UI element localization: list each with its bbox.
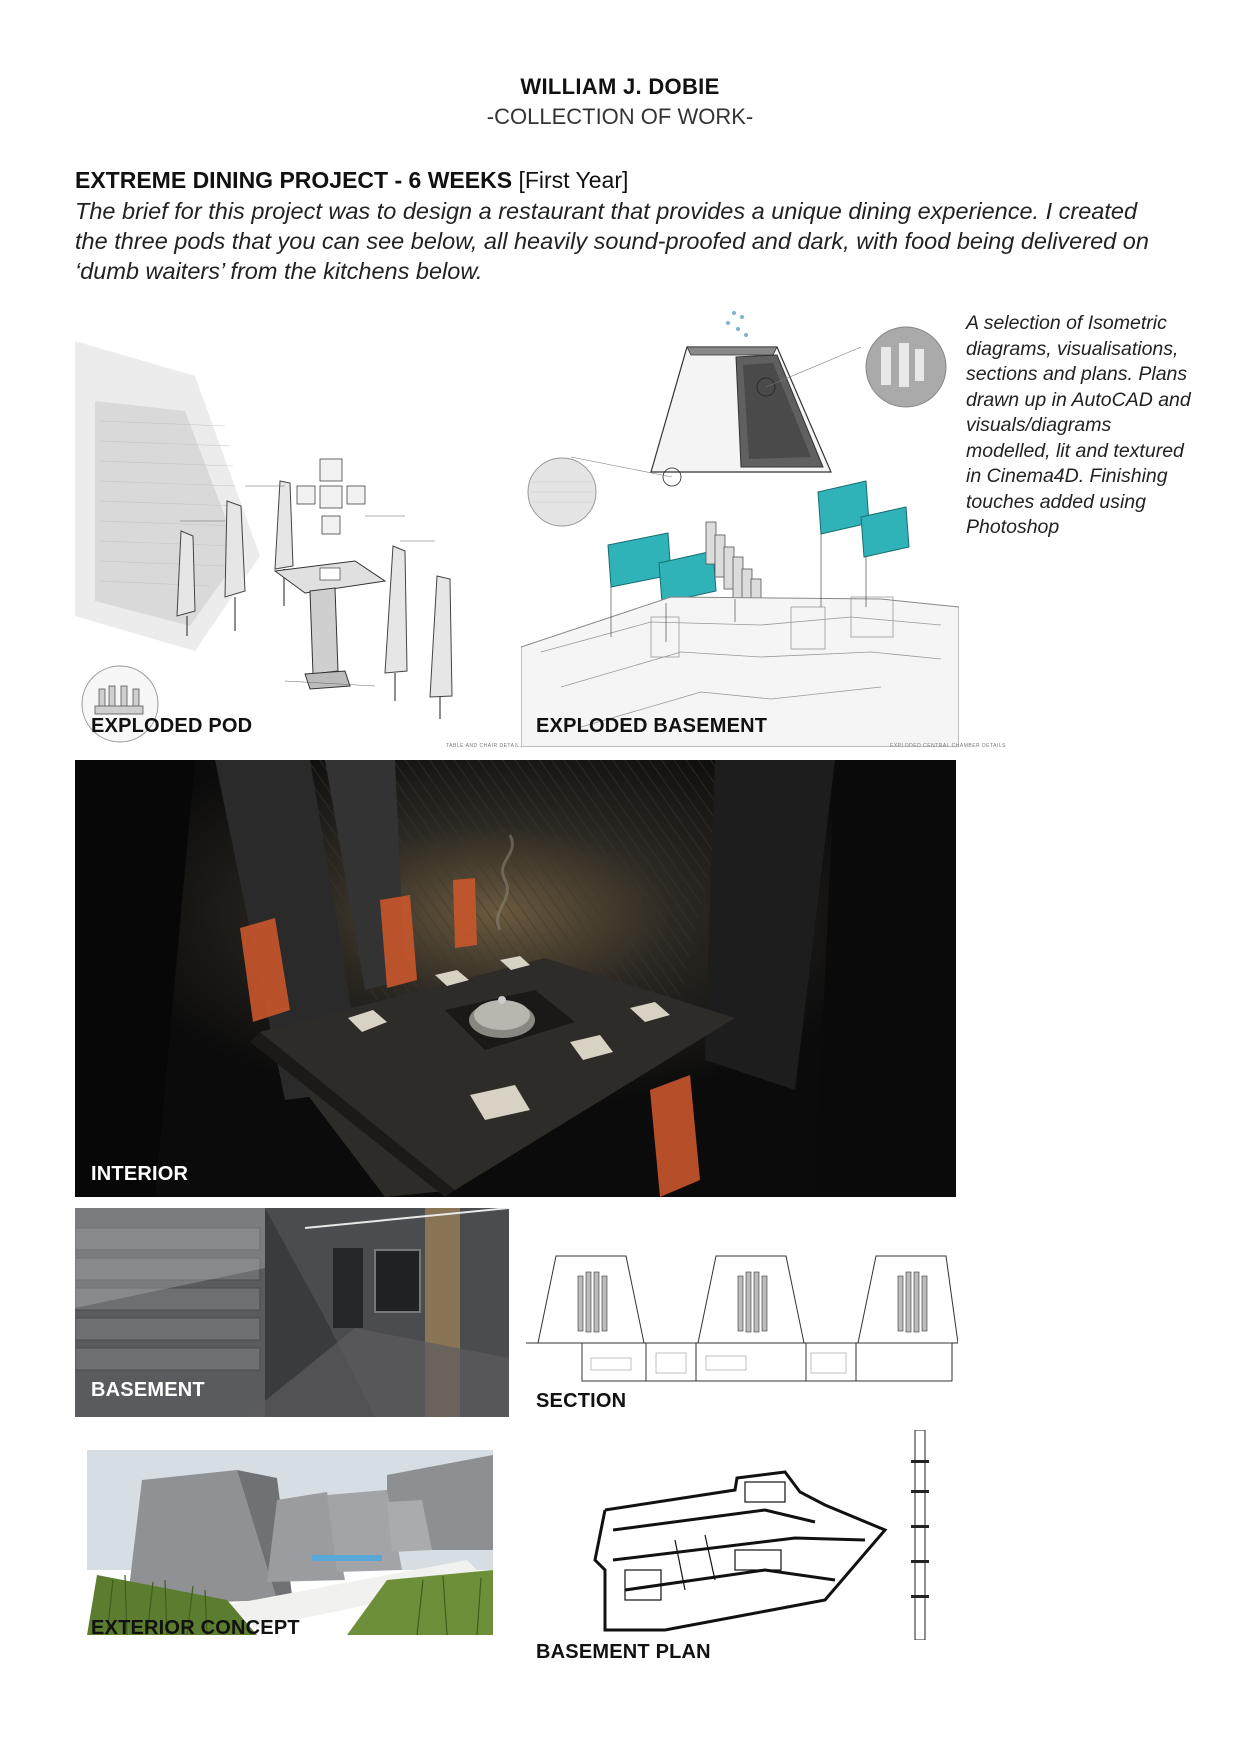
interior-render	[75, 760, 956, 1197]
basement-plan-caption: BASEMENT PLAN	[536, 1641, 711, 1663]
basement-caption: BASEMENT	[91, 1379, 205, 1401]
exploded-basement-caption: EXPLODED BASEMENT	[536, 715, 768, 737]
section-drawing-panel	[526, 1248, 958, 1383]
exploded-basement-panel	[521, 307, 959, 747]
exterior-concept-caption: EXTERIOR CONCEPT	[91, 1617, 300, 1639]
section-drawing	[526, 1248, 958, 1383]
exploded-basement-drawing	[521, 307, 959, 747]
basement-plan-panel	[585, 1430, 941, 1640]
collection-subtitle: -COLLECTION OF WORK-	[486, 104, 754, 129]
project-year-tag: [First Year]	[518, 167, 629, 193]
interior-render-image	[75, 760, 956, 1197]
project-title-line	[75, 167, 628, 194]
section-caption: SECTION	[536, 1390, 627, 1412]
project-title: EXTREME DINING PROJECT - 6 WEEKS	[75, 167, 513, 193]
exploded-pod-panel	[75, 341, 525, 749]
exterior-concept-image	[87, 1430, 493, 1635]
project-brief: The brief for this project was to design a restaurant that provides a unique dining experience. I created the three pods that you can see below, all heavily sound-proofed and dark, with food being delivered on ‘dumb waiters’ from the kitchens below.	[75, 198, 1149, 284]
technique-note: A selection of Isometric diagrams, visualisations, sections and plans. Plans drawn up in AutoCAD and visuals/diagrams modelled, lit and textured in Cinema4D. Finishing touches added using Photoshop	[966, 312, 1191, 538]
interior-caption: INTERIOR	[91, 1163, 189, 1185]
exploded-pod-footnote: TABLE AND CHAIR DETAIL	[446, 743, 520, 749]
exploded-pod-drawing	[75, 341, 525, 749]
basement-plan-drawing	[585, 1430, 941, 1640]
exploded-basement-footnote: EXPLODED CENTRAL CHAMBER DETAILS	[890, 743, 1007, 749]
exterior-concept-render	[87, 1430, 493, 1635]
author-name: WILLIAM J. DOBIE	[520, 74, 720, 99]
exploded-pod-caption: EXPLODED POD	[91, 715, 253, 737]
